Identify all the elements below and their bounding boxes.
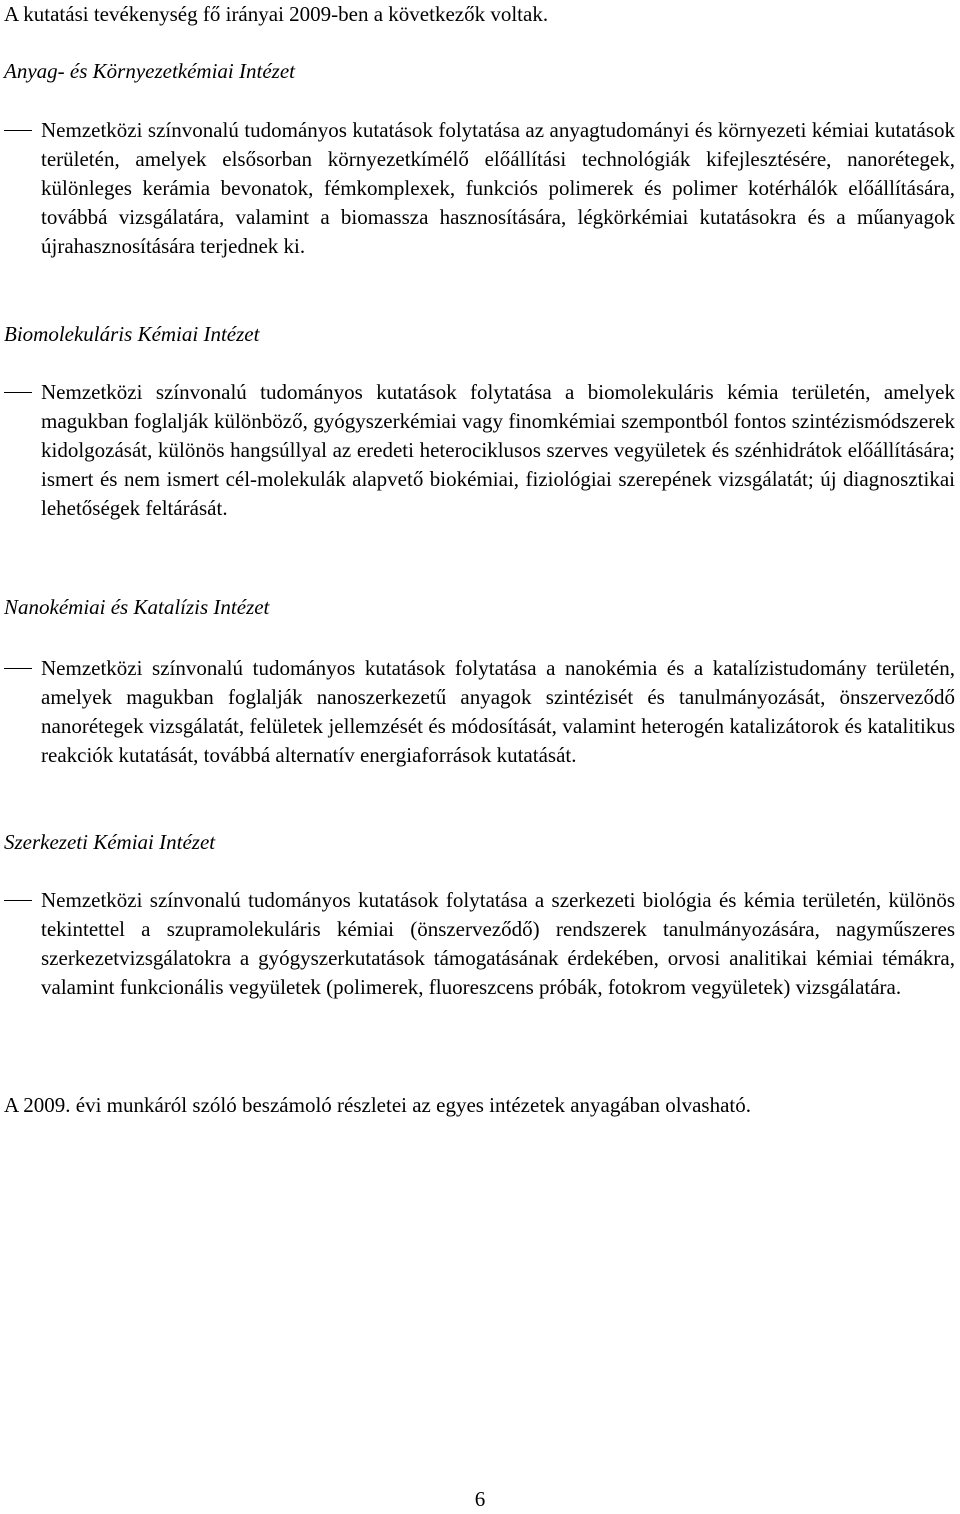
dash-bullet-icon — [4, 900, 32, 901]
dash-bullet-icon — [4, 130, 32, 131]
section-text-szerkezeti: Nemzetközi színvonalú tudományos kutatások folytatása a szerkezeti biológia és kémia területén, különös tekintettel a szupramolekuláris kémiai (önszerveződő) rendszerek tanulmányozására, nagyműszeres szerkezetvizsgálatokra a gyógyszerkutatások támogatásának érdekében, orvosi analitikai kémiai témákra, valamint funkcionális vegyületek (polimerek, fluoreszcens próbák, fotokrom vegyületek) vizsgálatára. — [41, 888, 955, 999]
section-text-anyag: Nemzetközi színvonalú tudományos kutatások folytatása az anyagtudományi és környezeti kémiai kutatások területén, amelyek elsősorban környezetkímélő előállítási technológiák kifejlesztésére, nanorétegek, különleges kerámia bevonatok, fémkomplexek, funkciós polimerek és polimer kotérhálók előállítására, továbbá vizsgálatára, valamint a biomassza hasznosítására, légkörkémiai kutatásokra és a műanyagok újrahasznosítására terjednek ki. — [41, 118, 955, 258]
closing-sentence: A 2009. évi munkáról szóló beszámoló részletei az egyes intézetek anyagában olvasható. — [4, 1093, 751, 1117]
intro-sentence: A kutatási tevékenység fő irányai 2009-ben a következők voltak. — [4, 2, 549, 26]
section-heading-biomolekularis: Biomolekuláris Kémiai Intézet — [4, 322, 260, 346]
section-heading-anyag: Anyag- és Környezetkémiai Intézet — [4, 59, 295, 83]
section-heading-nanokemiai: Nanokémiai és Katalízis Intézet — [4, 595, 270, 619]
page-number: 6 — [474, 1487, 486, 1511]
section-heading-szerkezeti: Szerkezeti Kémiai Intézet — [4, 830, 216, 854]
dash-bullet-icon — [4, 668, 32, 669]
dash-bullet-icon — [4, 392, 32, 393]
section-text-nanokemiai: Nemzetközi színvonalú tudományos kutatások folytatása a nanokémia és a katalízistudomány területén, amelyek magukban foglalják nanoszerkezetű anyagok szintézisét és tanulmányozását, önszerveződő nanorétegek vizsgálatát, felületek jellemzését és módosítását, valamint heterogén katalizátorok és katalitikus reakciók kutatását, továbbá alternatív energiaforrások kutatását. — [41, 656, 955, 767]
section-text-biomolekularis: Nemzetközi színvonalú tudományos kutatások folytatása a biomolekuláris kémia területén, amelyek magukban foglalják különböző, gyógyszerkémiai vagy finomkémiai szempontból fontos szintézismódszerek kidolgozását, különös hangsúllyal az eredeti heterociklusos szerves vegyületek és szénhidrátok előállítására; ismert és nem ismert cél-molekulák alapvető biokémiai, fiziológiai szerepének vizsgálatát; új diagnosztikai lehetőségek feltárását. — [41, 380, 955, 520]
